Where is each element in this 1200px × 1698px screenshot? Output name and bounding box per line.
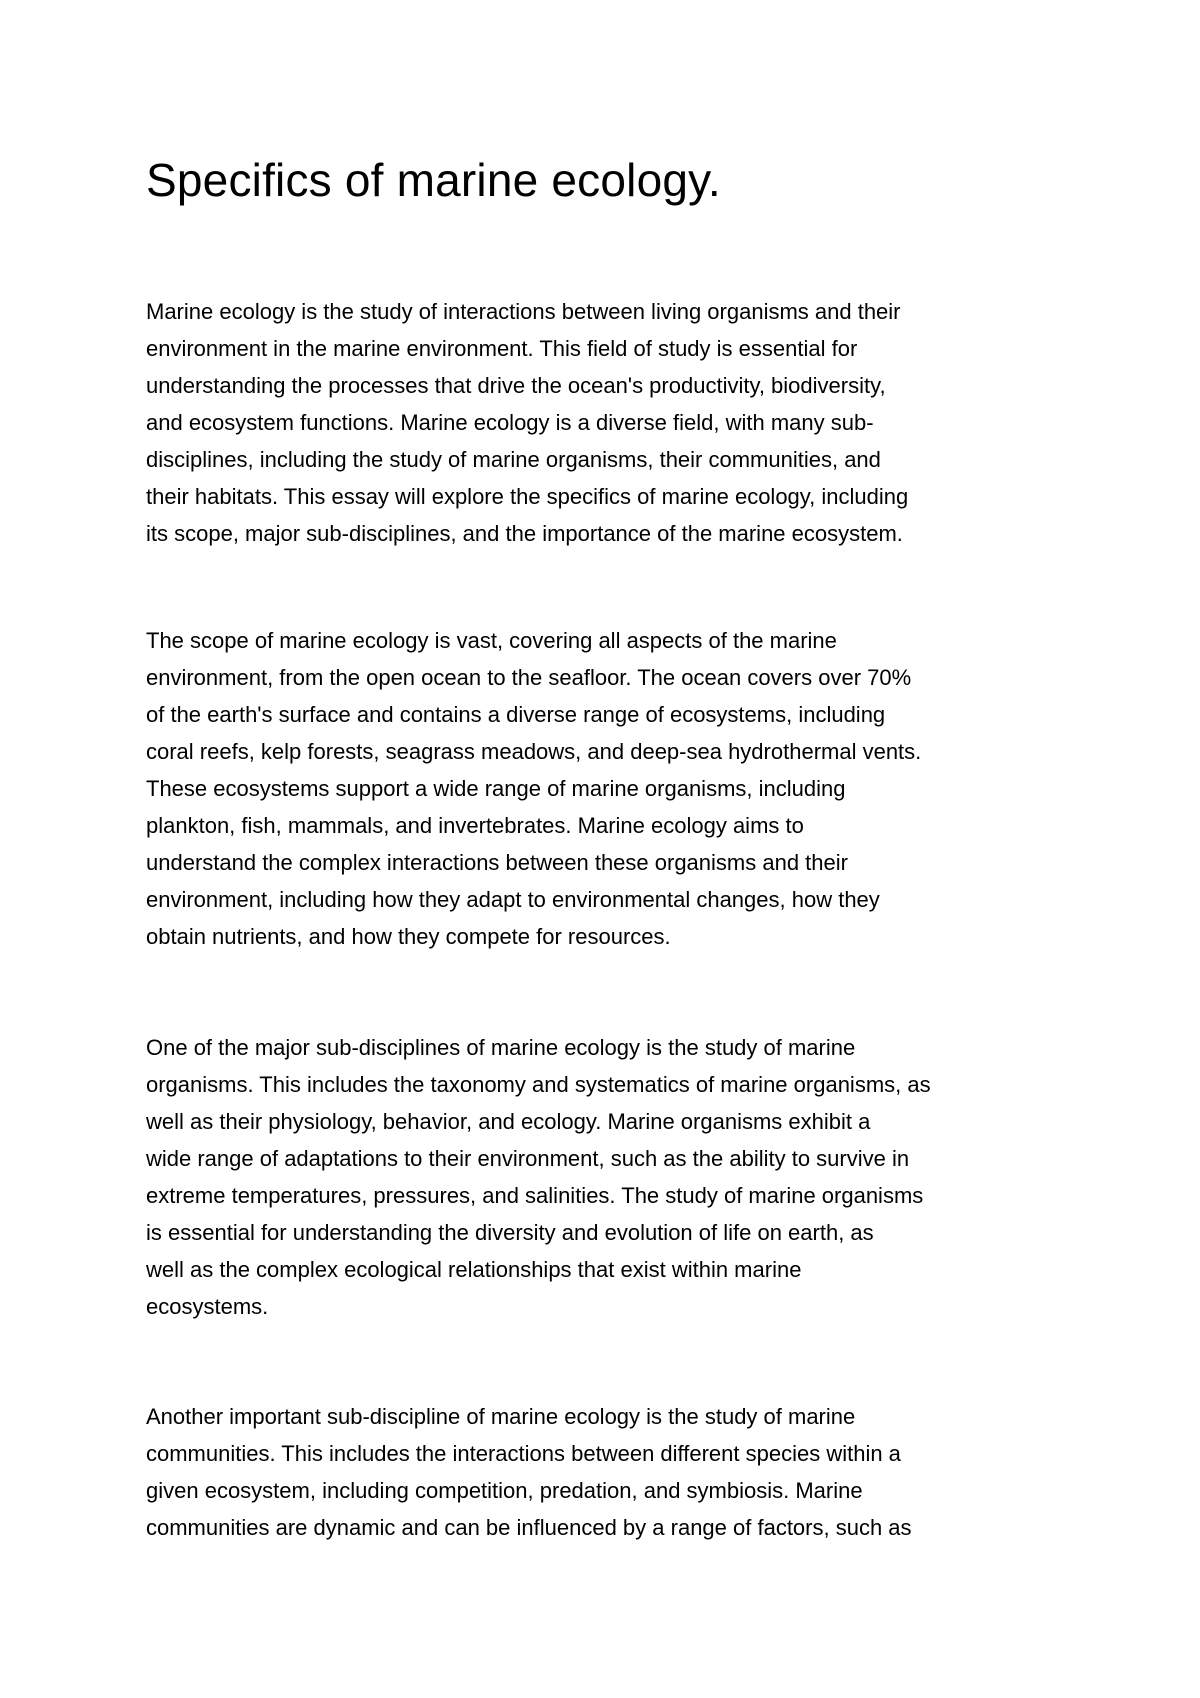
text-line: These ecosystems support a wide range of marine organisms, including	[146, 776, 846, 801]
text-line: is essential for understanding the diversity and evolution of life on earth, as	[146, 1220, 874, 1245]
text-line: obtain nutrients, and how they compete for resources.	[146, 924, 671, 949]
text-line: The scope of marine ecology is vast, covering all aspects of the marine	[146, 628, 837, 653]
text-line: given ecosystem, including competition, predation, and symbiosis. Marine	[146, 1478, 863, 1503]
paragraph-communities	[146, 1398, 912, 1546]
text-line: communities are dynamic and can be influenced by a range of factors, such as	[146, 1515, 912, 1540]
text-line: environment in the marine environment. This field of study is essential for	[146, 336, 858, 361]
paragraph-organisms	[146, 1029, 931, 1325]
text-line: One of the major sub-disciplines of marine ecology is the study of marine	[146, 1035, 856, 1060]
paragraph-intro	[146, 293, 908, 552]
text-line: Another important sub-discipline of marine ecology is the study of marine	[146, 1404, 856, 1429]
paragraph-scope	[146, 622, 921, 955]
text-line: understand the complex interactions between these organisms and their	[146, 850, 848, 875]
text-line: its scope, major sub-disciplines, and the importance of the marine ecosystem.	[146, 521, 903, 546]
text-line: extreme temperatures, pressures, and salinities. The study of marine organisms	[146, 1183, 924, 1208]
text-line: environment, from the open ocean to the seafloor. The ocean covers over 70%	[146, 665, 912, 690]
text-line: and ecosystem functions. Marine ecology is a diverse field, with many sub-	[146, 410, 874, 435]
text-line: communities. This includes the interactions between different species within a	[146, 1441, 901, 1466]
text-line: Marine ecology is the study of interactions between living organisms and their	[146, 299, 901, 324]
text-line: understanding the processes that drive the ocean's productivity, biodiversity,	[146, 373, 886, 398]
text-line: organisms. This includes the taxonomy and systematics of marine organisms, as	[146, 1072, 931, 1097]
text-line: wide range of adaptations to their environment, such as the ability to survive in	[146, 1146, 910, 1171]
text-line: disciplines, including the study of marine organisms, their communities, and	[146, 447, 881, 472]
text-line: of the earth's surface and contains a diverse range of ecosystems, including	[146, 702, 886, 727]
text-line: their habitats. This essay will explore the specifics of marine ecology, including	[146, 484, 909, 509]
text-line: ecosystems.	[146, 1294, 269, 1319]
text-line: coral reefs, kelp forests, seagrass meadows, and deep-sea hydrothermal vents.	[146, 739, 922, 764]
text-line: plankton, fish, mammals, and invertebrates. Marine ecology aims to	[146, 813, 804, 838]
text-line: environment, including how they adapt to environmental changes, how they	[146, 887, 880, 912]
page-title: Specifics of marine ecology.	[146, 154, 721, 206]
text-line: well as their physiology, behavior, and ecology. Marine organisms exhibit a	[146, 1109, 871, 1134]
text-line: well as the complex ecological relationships that exist within marine	[146, 1257, 802, 1282]
